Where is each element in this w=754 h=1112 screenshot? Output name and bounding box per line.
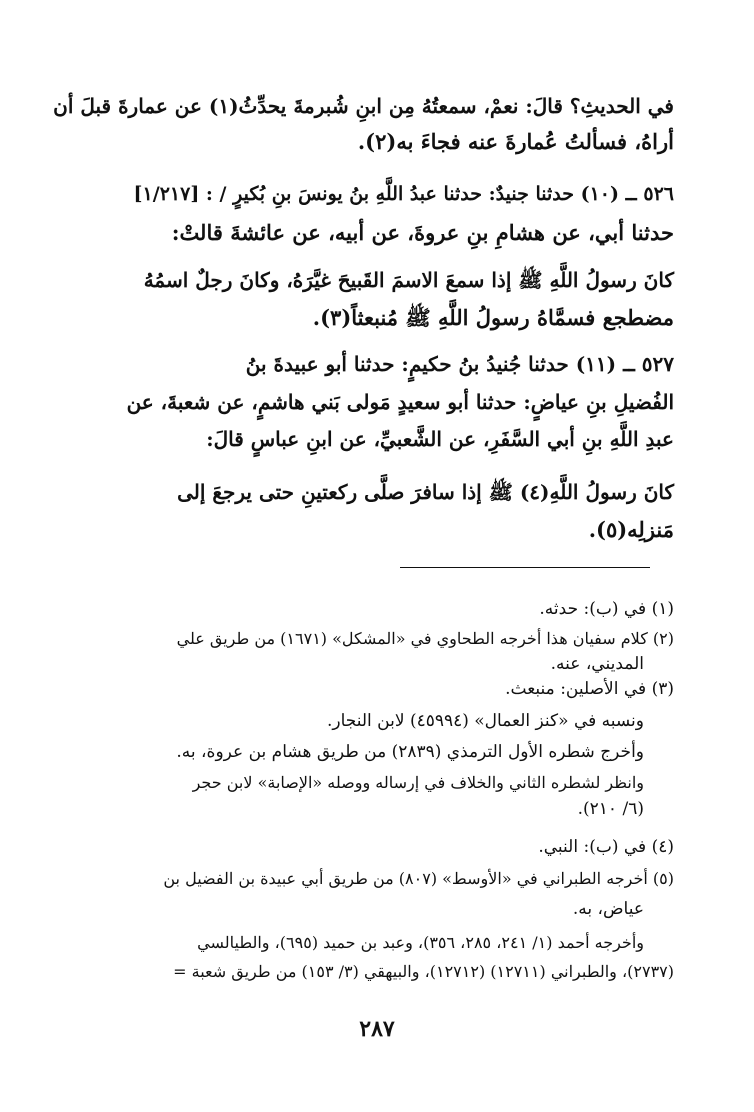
footnote-line: (٣) في الأصلين: منبعث. [505,679,674,699]
footnote-line: (٢) كلام سفيان هذا أخرجه الطحاوي في «المشكل» (١٦٧١) من طريق علي [176,629,674,648]
footnote-line: وأخرج شطره الأول الترمذي (٢٨٣٩) من طريق هشام بن عروة، به. [176,742,644,762]
footnote-line: ونسبه في «كنز العمال» (٤٥٩٩٤) لابن النجار. [326,711,644,731]
body-line: الفُضيلِ بنِ عياضٍ: حدثنا أبو سعيدٍ مَولى بَني هاشمٍ، عن شعبةَ، عن [126,390,674,414]
footnote-separator [400,567,650,568]
body-line: حدثنا أبي، عن هشامِ بنِ عروةَ، عن أبيه، عن عائشةَ قالتْ: [171,220,674,245]
body-line: مضطجع فسمَّاهُ رسولُ اللَّهِ ﷺ مُنبعثاً(٣). [312,305,674,330]
footnote-line: وانظر لشطره الثاني والخلاف في إرساله ووصله «الإصابة» لابن حجر [192,773,644,792]
footnote-line: (١) في (ب): حدثه. [539,599,674,619]
footnote-line: وأخرجه أحمد (١/ ٢٤١، ٢٨٥، ٣٥٦)، وعبد بن حميد (٦٩٥)، والطيالسي [197,933,644,952]
footnote-line: عياض، به. [572,899,644,919]
body-line: في الحديثِ؟ قالَ: نعمْ، سمعتُهُ مِن ابنِ شُبرمةَ يحدِّثُ(١) عن عمارةَ قبلَ أن [53,94,674,118]
body-line: كانَ رسولُ اللَّهِ(٤) ﷺ إذا سافرَ صلَّى ركعتينِ حتى يرجعَ إلى [177,480,674,504]
body-line: مَنزلِه(٥). [588,517,674,542]
footnote-line: (٢٧٣٧)، والطبراني (١٢٧١١) (١٢٧١٢)، والبيهقي (٣/ ١٥٣) من طريق شعبة = [173,962,674,981]
footnote-line: (٦/ ٢١٠). [577,799,644,819]
footnote-line: المديني، عنه. [550,654,644,674]
footnote-line: (٤) في (ب): النبي. [538,837,674,857]
body-line: عبدِ اللَّهِ بنِ أبي السَّفَرِ، عن الشَّعبيِّ، عن ابنِ عباسٍ قالَ: [206,427,674,451]
body-line: أراهُ، فسألتُ عُمارةَ عنه فجاءَ به(٢). [357,129,674,154]
footnote-line: (٥) أخرجه الطبراني في «الأوسط» (٨٠٧) من طريق أبي عبيدة بن الفضيل بن [163,869,674,888]
body-line: ٥٢٧ ــ (١١) حدثنا جُنيدُ بنُ حكيمٍ: حدثنا أبو عبيدةَ بنُ [245,352,674,376]
body-line: كانَ رسولُ اللَّهِ ﷺ إذا سمعَ الاسمَ القَبيحَ غيَّرَهُ، وكانَ رجلٌ اسمُهُ [143,268,674,292]
page-number: ٢٨٧ [359,1016,395,1042]
body-line: ٥٢٦ ــ (١٠) حدثنا جنيدٌ: حدثنا عبدُ اللَّهِ بنُ يونسَ بنِ بُكيرٍ / : [١/٢١٧] [133,183,674,205]
